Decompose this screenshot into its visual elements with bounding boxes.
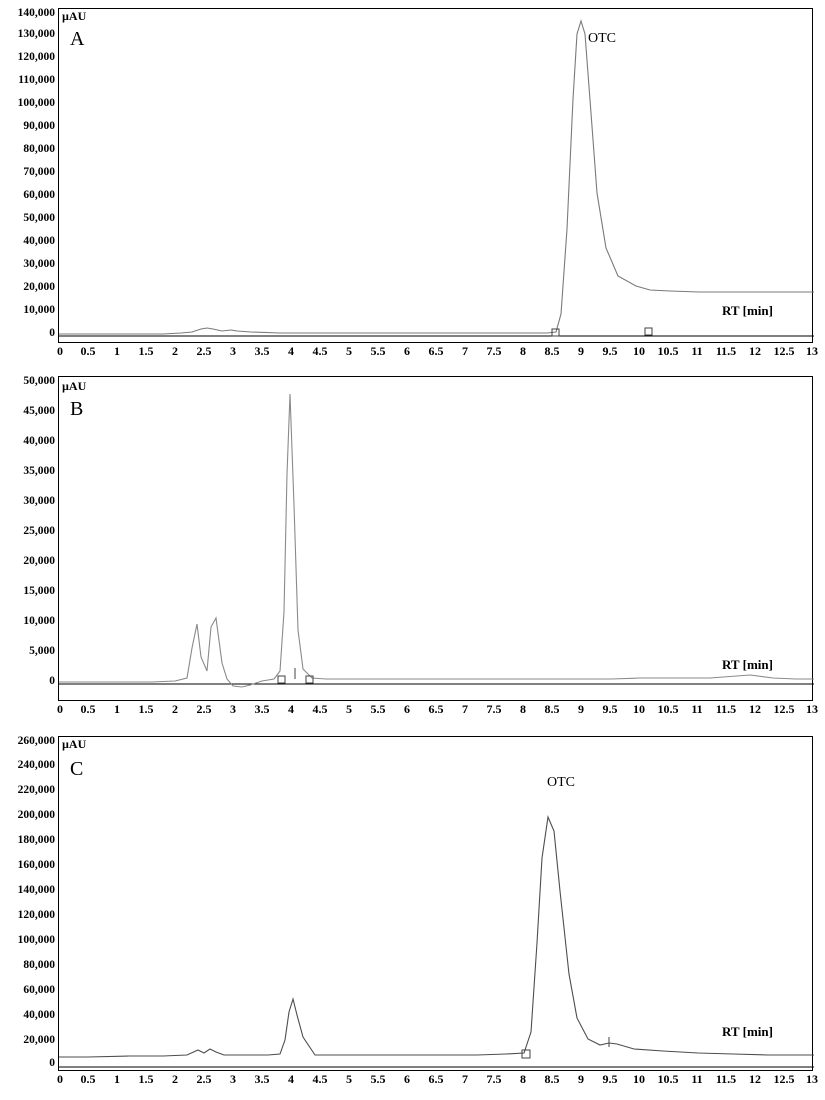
- x-tick: 5: [346, 702, 352, 716]
- x-tick: 0: [57, 344, 63, 358]
- x-tick: 5.5: [370, 344, 386, 358]
- x-tick: 6: [404, 344, 410, 358]
- x-tick: 12.5: [773, 1072, 795, 1086]
- trace-svg-c: [59, 737, 814, 1072]
- x-tick: 7: [462, 344, 468, 358]
- y-tick: 40,000: [23, 235, 55, 247]
- x-tick: 0.5: [80, 702, 96, 716]
- integration-marker-start-c: [522, 1050, 530, 1058]
- chromatogram-trace-a: [59, 21, 814, 334]
- x-tick: 6.5: [428, 1072, 444, 1086]
- x-tick: 1: [114, 1072, 120, 1086]
- x-tick: 6: [404, 702, 410, 716]
- y-tick: 60,000: [23, 189, 55, 201]
- x-tick: 0.5: [80, 344, 96, 358]
- x-tick: 0: [57, 1072, 63, 1086]
- x-tick: 12: [749, 1072, 761, 1086]
- x-tick: 11: [691, 702, 703, 716]
- x-tick: 11: [691, 1072, 703, 1086]
- x-axis-ticks-b: [0, 702, 825, 720]
- x-tick: 8: [520, 1072, 526, 1086]
- x-tick: 13: [806, 702, 818, 716]
- x-tick: 8: [520, 344, 526, 358]
- y-tick: 20,000: [23, 1034, 55, 1046]
- x-tick: 4.5: [312, 344, 328, 358]
- x-tick: 10.5: [657, 1072, 679, 1086]
- y-tick: 40,000: [23, 1009, 55, 1021]
- x-tick: 12: [749, 344, 761, 358]
- y-tick: 120,000: [17, 909, 55, 921]
- x-tick: 5: [346, 344, 352, 358]
- y-tick: 50,000: [23, 375, 55, 387]
- x-tick: 0: [57, 702, 63, 716]
- x-axis-label-c: RT [min]: [722, 1024, 773, 1039]
- y-tick: 120,000: [17, 51, 55, 63]
- x-tick: 1.5: [138, 702, 154, 716]
- y-tick: 130,000: [17, 28, 55, 40]
- plot-area-c: [58, 736, 813, 1071]
- x-tick: 6.5: [428, 702, 444, 716]
- x-tick: 2: [172, 702, 178, 716]
- x-tick: 4.5: [312, 1072, 328, 1086]
- plot-area-b: [58, 376, 813, 701]
- y-tick: 45,000: [23, 405, 55, 417]
- y-tick: 10,000: [23, 304, 55, 316]
- y-tick: 140,000: [17, 7, 55, 19]
- x-tick: 2.5: [196, 702, 212, 716]
- x-axis-ticks-a: [0, 344, 825, 362]
- y-tick: 260,000: [17, 735, 55, 747]
- x-tick: 8.5: [544, 344, 560, 358]
- y-tick: 70,000: [23, 166, 55, 178]
- y-tick: 200,000: [17, 809, 55, 821]
- chromatogram-panel-b: [0, 368, 825, 720]
- panel-letter-b: B: [70, 398, 84, 420]
- x-tick: 1: [114, 702, 120, 716]
- x-axis-ticks-c: [0, 1072, 825, 1090]
- x-tick: 1.5: [138, 344, 154, 358]
- x-tick: 9.5: [602, 702, 618, 716]
- x-tick: 11.5: [715, 1072, 737, 1086]
- y-tick: 0: [49, 1057, 55, 1069]
- x-tick: 9: [578, 702, 584, 716]
- x-tick: 7.5: [486, 344, 502, 358]
- x-tick: 10: [633, 1072, 645, 1086]
- plot-area-a: [58, 8, 813, 343]
- x-tick: 12.5: [773, 344, 795, 358]
- trace-svg-b: [59, 377, 814, 702]
- y-tick: 100,000: [17, 97, 55, 109]
- peak-annotation-otc-c: OTC: [547, 775, 575, 790]
- x-tick: 6: [404, 1072, 410, 1086]
- y-tick: 0: [49, 675, 55, 687]
- y-tick: 5,000: [29, 645, 55, 657]
- y-tick: 90,000: [23, 120, 55, 132]
- x-tick: 7: [462, 1072, 468, 1086]
- x-tick: 3: [230, 702, 236, 716]
- x-tick: 11: [691, 344, 703, 358]
- y-tick: 35,000: [23, 465, 55, 477]
- x-tick: 12: [749, 702, 761, 716]
- x-tick: 1: [114, 344, 120, 358]
- y-tick: 25,000: [23, 525, 55, 537]
- x-tick: 7: [462, 702, 468, 716]
- peak-annotation-otc-a: OTC: [588, 31, 616, 46]
- x-tick: 7.5: [486, 702, 502, 716]
- x-tick: 5.5: [370, 1072, 386, 1086]
- y-tick: 220,000: [17, 784, 55, 796]
- integration-marker-start-b: [278, 676, 285, 683]
- x-tick: 10: [633, 344, 645, 358]
- x-tick: 13: [806, 1072, 818, 1086]
- y-tick: 140,000: [17, 884, 55, 896]
- x-tick: 4: [288, 344, 294, 358]
- x-tick: 2.5: [196, 344, 212, 358]
- x-tick: 5: [346, 1072, 352, 1086]
- integration-marker-end-b: [306, 676, 313, 683]
- chromatogram-panel-a: [0, 0, 825, 360]
- y-tick: 160,000: [17, 859, 55, 871]
- x-tick: 8.5: [544, 702, 560, 716]
- x-axis-label-a: RT [min]: [722, 303, 773, 318]
- y-tick: 80,000: [23, 143, 55, 155]
- integration-marker-end-a: [645, 328, 652, 335]
- x-tick: 3.5: [254, 344, 270, 358]
- x-tick: 0.5: [80, 1072, 96, 1086]
- x-axis-label-b: RT [min]: [722, 657, 773, 672]
- x-tick: 2: [172, 344, 178, 358]
- x-tick: 9.5: [602, 344, 618, 358]
- x-tick: 12.5: [773, 702, 795, 716]
- x-tick: 10.5: [657, 344, 679, 358]
- x-tick: 4.5: [312, 702, 328, 716]
- y-tick: 60,000: [23, 984, 55, 996]
- y-tick: 110,000: [18, 74, 55, 86]
- y-tick: 50,000: [23, 212, 55, 224]
- y-tick: 80,000: [23, 959, 55, 971]
- x-tick: 9: [578, 344, 584, 358]
- x-tick: 3: [230, 1072, 236, 1086]
- x-tick: 10: [633, 702, 645, 716]
- y-tick: 40,000: [23, 435, 55, 447]
- y-tick: 180,000: [17, 834, 55, 846]
- y-axis-unit-a: µAU: [62, 9, 87, 23]
- y-axis-unit-c: µAU: [62, 737, 87, 751]
- y-tick: 15,000: [23, 585, 55, 597]
- y-axis-unit-b: µAU: [62, 379, 87, 393]
- y-tick: 30,000: [23, 258, 55, 270]
- y-tick: 100,000: [17, 934, 55, 946]
- y-tick: 20,000: [23, 555, 55, 567]
- y-tick: 10,000: [23, 615, 55, 627]
- chromatogram-trace-c: [59, 817, 814, 1057]
- y-tick: 30,000: [23, 495, 55, 507]
- x-tick: 5.5: [370, 702, 386, 716]
- x-tick: 3: [230, 344, 236, 358]
- x-tick: 2: [172, 1072, 178, 1086]
- x-tick: 3.5: [254, 1072, 270, 1086]
- panel-letter-a: A: [70, 28, 85, 50]
- x-tick: 3.5: [254, 702, 270, 716]
- x-tick: 1.5: [138, 1072, 154, 1086]
- chromatogram-trace-b: [59, 394, 814, 687]
- x-tick: 10.5: [657, 702, 679, 716]
- trace-svg-a: [59, 9, 814, 344]
- y-tick: 0: [49, 327, 55, 339]
- x-tick: 11.5: [715, 702, 737, 716]
- x-tick: 9: [578, 1072, 584, 1086]
- x-tick: 9.5: [602, 1072, 618, 1086]
- x-tick: 4: [288, 702, 294, 716]
- x-tick: 11.5: [715, 344, 737, 358]
- x-tick: 13: [806, 344, 818, 358]
- y-tick: 20,000: [23, 281, 55, 293]
- x-tick: 8.5: [544, 1072, 560, 1086]
- y-tick: 240,000: [17, 759, 55, 771]
- x-tick: 8: [520, 702, 526, 716]
- x-tick: 6.5: [428, 344, 444, 358]
- x-tick: 2.5: [196, 1072, 212, 1086]
- x-tick: 4: [288, 1072, 294, 1086]
- panel-letter-c: C: [70, 758, 84, 780]
- chromatogram-panel-c: [0, 728, 825, 1100]
- x-tick: 7.5: [486, 1072, 502, 1086]
